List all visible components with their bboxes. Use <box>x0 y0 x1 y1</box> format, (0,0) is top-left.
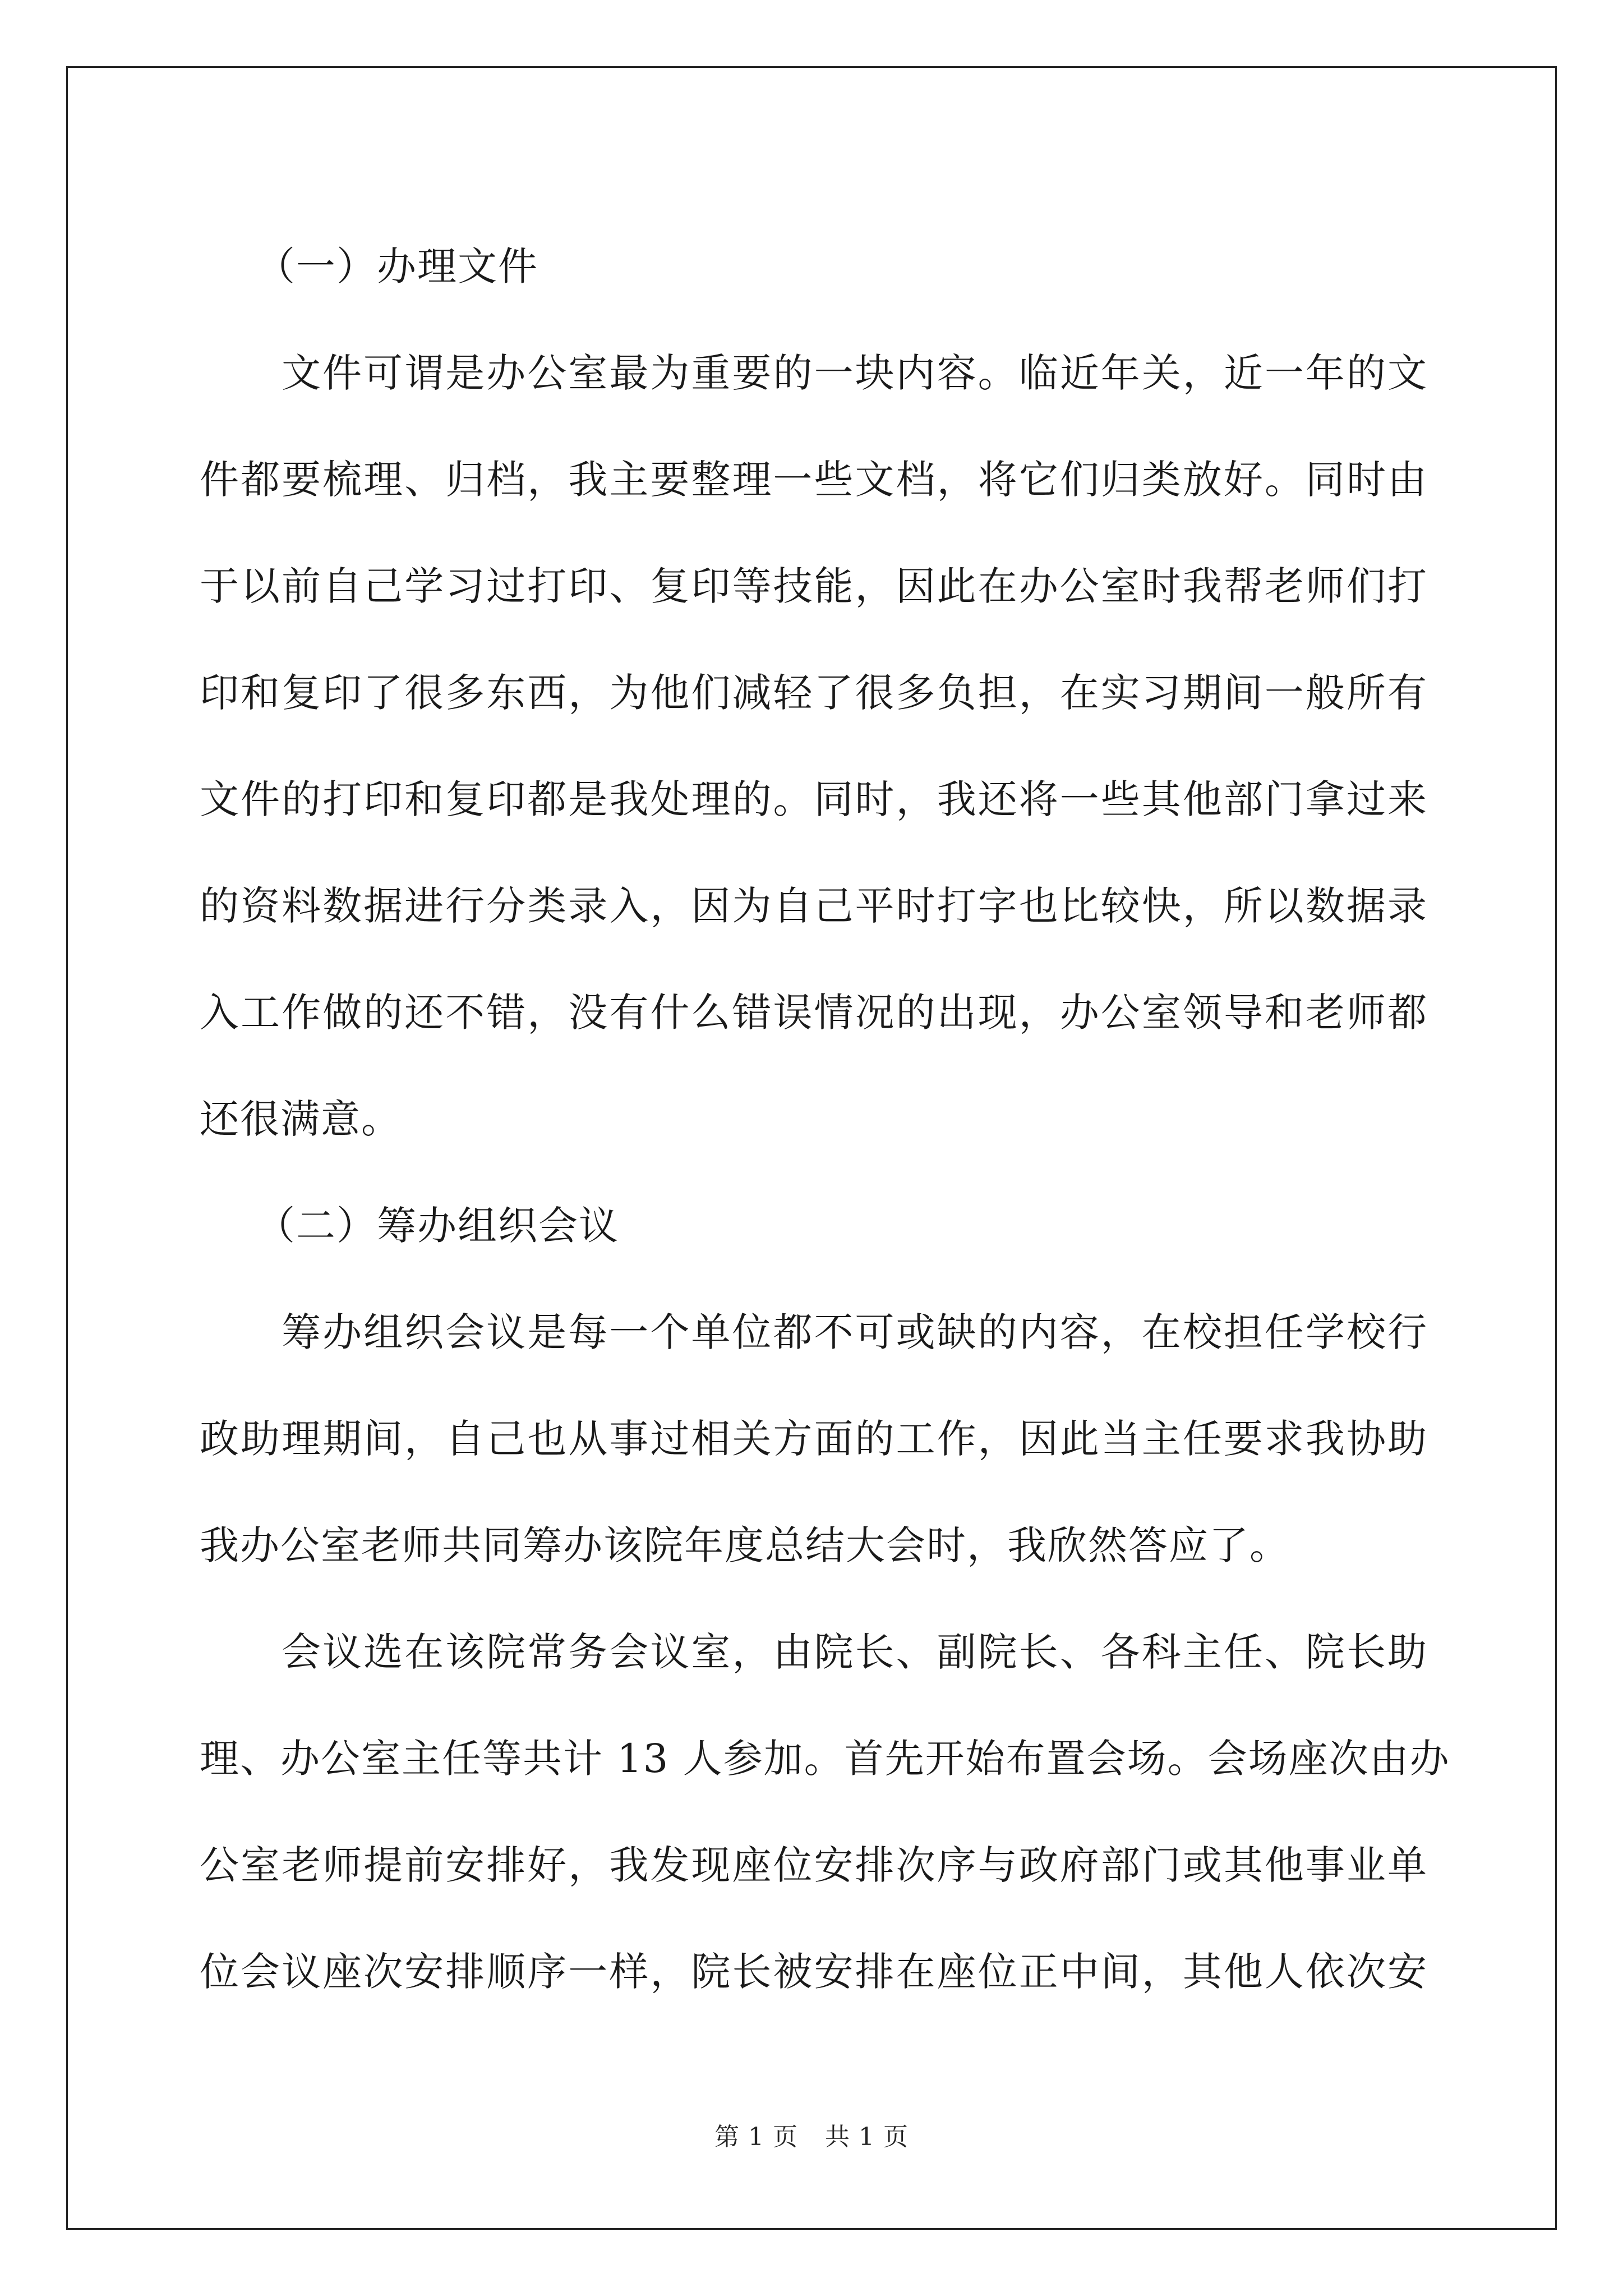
paragraph-line: 还很满意。 <box>200 1096 402 1142</box>
paragraph-line: 理、办公室主任等共计 13 人参加。首先开始布置会场。会场座次由办 <box>200 1736 1450 1782</box>
paragraph-line: 印和复印了很多东西，为他们减轻了很多负担，在实习期间一般所有 <box>200 670 1428 716</box>
paragraph-line: 政助理期间，自己也从事过相关方面的工作，因此当主任要求我协助 <box>200 1416 1428 1462</box>
paragraph-line: 于以前自己学习过打印、复印等技能，因此在办公室时我帮老师们打 <box>200 563 1428 609</box>
paragraph-1 <box>200 320 1428 1172</box>
section-heading-1: （一）办理文件 <box>256 243 538 289</box>
paragraph-line: 位会议座次安排顺序一样，院长被安排在座位正中间，其他人依次安 <box>200 1949 1428 1995</box>
paragraph-line: 入工作做的还不错，没有什么错误情况的出现，办公室领导和老师都 <box>200 990 1428 1036</box>
page-total: 共 1 页 <box>825 2123 909 2151</box>
paragraph-line: 文件可谓是办公室最为重要的一块内容。临近年关，近一年的文 <box>282 350 1428 396</box>
paragraph-line: 筹办组织会议是每一个单位都不可或缺的内容，在校担任学校行 <box>282 1309 1428 1355</box>
document-body <box>200 213 1450 2025</box>
page-number: 第 1 页 <box>714 2123 798 2151</box>
paragraph-line: 我办公室老师共同筹办该院年度总结大会时，我欣然答应了。 <box>200 1522 1290 1568</box>
paragraph-line: 公室老师提前安排好，我发现座位安排次序与政府部门或其他事业单 <box>200 1842 1428 1888</box>
paragraph-line: 文件的打印和复印都是我处理的。同时，我还将一些其他部门拿过来 <box>200 776 1428 822</box>
section-heading-2: （二）筹办组织会议 <box>256 1203 619 1249</box>
page-footer <box>0 2116 1623 2152</box>
paragraph-line: 会议选在该院常务会议室，由院长、副院长、各科主任、院长助 <box>282 1629 1428 1675</box>
paragraph-line: 的资料数据进行分类录入，因为自己平时打字也比较快，所以数据录 <box>200 883 1428 929</box>
paragraph-3 <box>200 1599 1450 2025</box>
paragraph-line: 件都要梳理、归档，我主要整理一些文档，将它们归类放好。同时由 <box>200 457 1428 503</box>
paragraph-2 <box>200 1279 1428 1599</box>
